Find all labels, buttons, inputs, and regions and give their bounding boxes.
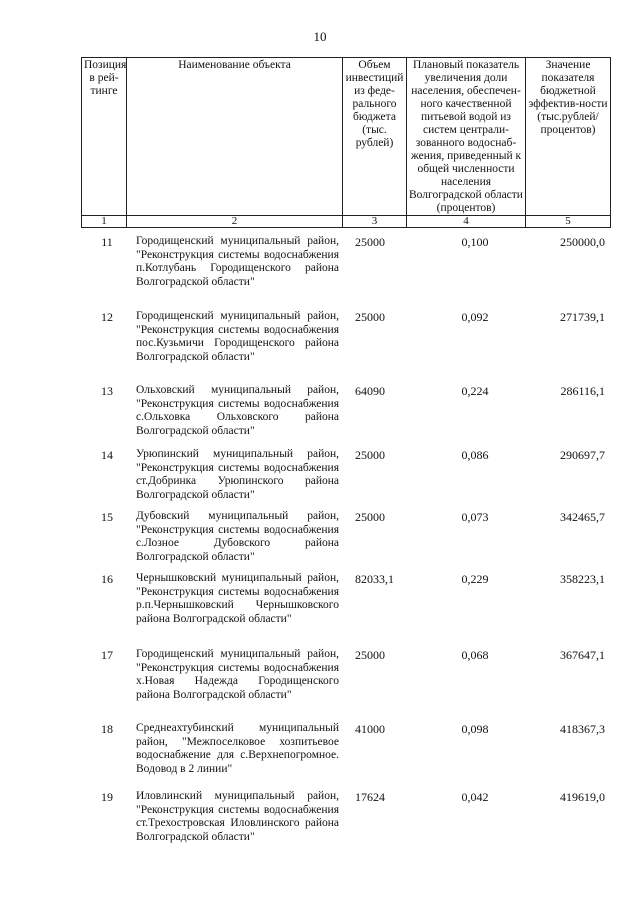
row-investment: 25000 (355, 235, 385, 249)
row-investment: 82033,1 (355, 572, 394, 586)
row-object-name: Городищенский муниципальный район, "Реконструкция системы водоснабжения п.Котлубань Городищенского района Волгоградской области" (136, 235, 339, 288)
row-position: 19 (101, 790, 113, 804)
row-investment: 25000 (355, 448, 385, 462)
row-investment: 25000 (355, 510, 385, 524)
row-planned-share: 0,068 (461, 648, 489, 662)
row-investment: 17624 (355, 790, 385, 804)
row-investment: 41000 (355, 722, 385, 736)
table-header (81, 57, 611, 228)
header-position: Позиция в рей-тинге (82, 58, 127, 216)
header-planned-share: Плановый показатель увеличения доли населения, обеспечен-ного качественной питьевой водой из систем централи-зованного водоснаб-жения, приведенный к общей численности населения Волгоградской области (процентов) (407, 58, 526, 216)
row-efficiency: 290697,7 (560, 448, 605, 462)
row-efficiency: 342465,7 (560, 510, 605, 524)
header-object-name: Наименование объекта (127, 58, 343, 216)
row-object-name: Ольховский муниципальный район, "Реконструкция системы водоснабжения с.Ольховка Ольховского района Волгоградской области" (136, 384, 339, 437)
row-planned-share: 0,229 (461, 572, 489, 586)
row-object-name: Городищенский муниципальный район, "Реконструкция системы водоснабжения пос.Кузьмичи Городищенского района Волгоградской области" (136, 310, 339, 363)
row-investment: 25000 (355, 648, 385, 662)
row-position: 13 (101, 384, 113, 398)
row-efficiency: 419619,0 (560, 790, 605, 804)
row-position: 17 (101, 648, 113, 662)
column-number: 1 (82, 216, 127, 228)
row-efficiency: 286116,1 (560, 384, 605, 398)
row-planned-share: 0,042 (461, 790, 489, 804)
row-position: 11 (101, 235, 113, 249)
row-object-name: Дубовский муниципальный район, "Реконструкция системы водоснабжения с.Лозное Дубовского района Волгоградской области" (136, 510, 339, 563)
row-planned-share: 0,224 (461, 384, 489, 398)
row-efficiency: 358223,1 (560, 572, 605, 586)
row-efficiency: 367647,1 (560, 648, 605, 662)
row-investment: 64090 (355, 384, 385, 398)
header-efficiency: Значение показателя бюджетной эффектив-ности (тыс.рублей/ процентов) (526, 58, 611, 216)
row-object-name: Иловлинский муниципальный район, "Реконструкция системы водоснабжения ст.Трехостровская Иловлинского района Волгоградской области" (136, 790, 339, 843)
row-object-name: Урюпинский муниципальный район, "Реконструкция системы водоснабжения ст.Добринка Урюпинского района Волгоградской области" (136, 448, 339, 501)
column-number: 2 (127, 216, 343, 228)
row-efficiency: 271739,1 (560, 310, 605, 324)
page-number: 10 (313, 29, 327, 44)
row-object-name: Среднеахтубинский муниципальный район, "Межпоселковое хозпитьевое водоснабжение для с.Верхнепогромное. Водовод в 2 линии" (136, 722, 339, 775)
column-number: 5 (526, 216, 611, 228)
column-number: 4 (407, 216, 526, 228)
row-planned-share: 0,086 (461, 448, 489, 462)
row-position: 14 (101, 448, 113, 462)
row-efficiency: 250000,0 (560, 235, 605, 249)
header-investment: Объем инвестиций из феде-рального бюджета (тыс. рублей) (343, 58, 407, 216)
row-object-name: Чернышковский муниципальный район, "Реконструкция системы водоснабжения р.п.Чернышковский Чернышковского района Волгоградской области" (136, 572, 339, 625)
row-investment: 25000 (355, 310, 385, 324)
row-efficiency: 418367,3 (560, 722, 605, 736)
row-planned-share: 0,092 (461, 310, 489, 324)
column-number: 3 (343, 216, 407, 228)
row-position: 15 (101, 510, 113, 524)
row-planned-share: 0,073 (461, 510, 489, 524)
row-position: 18 (101, 722, 113, 736)
row-object-name: Городищенский муниципальный район, "Реконструкция системы водоснабжения х.Новая Надежда Городищенского района Волгоградской области" (136, 648, 339, 701)
row-position: 12 (101, 310, 113, 324)
row-planned-share: 0,100 (461, 235, 489, 249)
row-position: 16 (101, 572, 113, 586)
row-planned-share: 0,098 (461, 722, 489, 736)
